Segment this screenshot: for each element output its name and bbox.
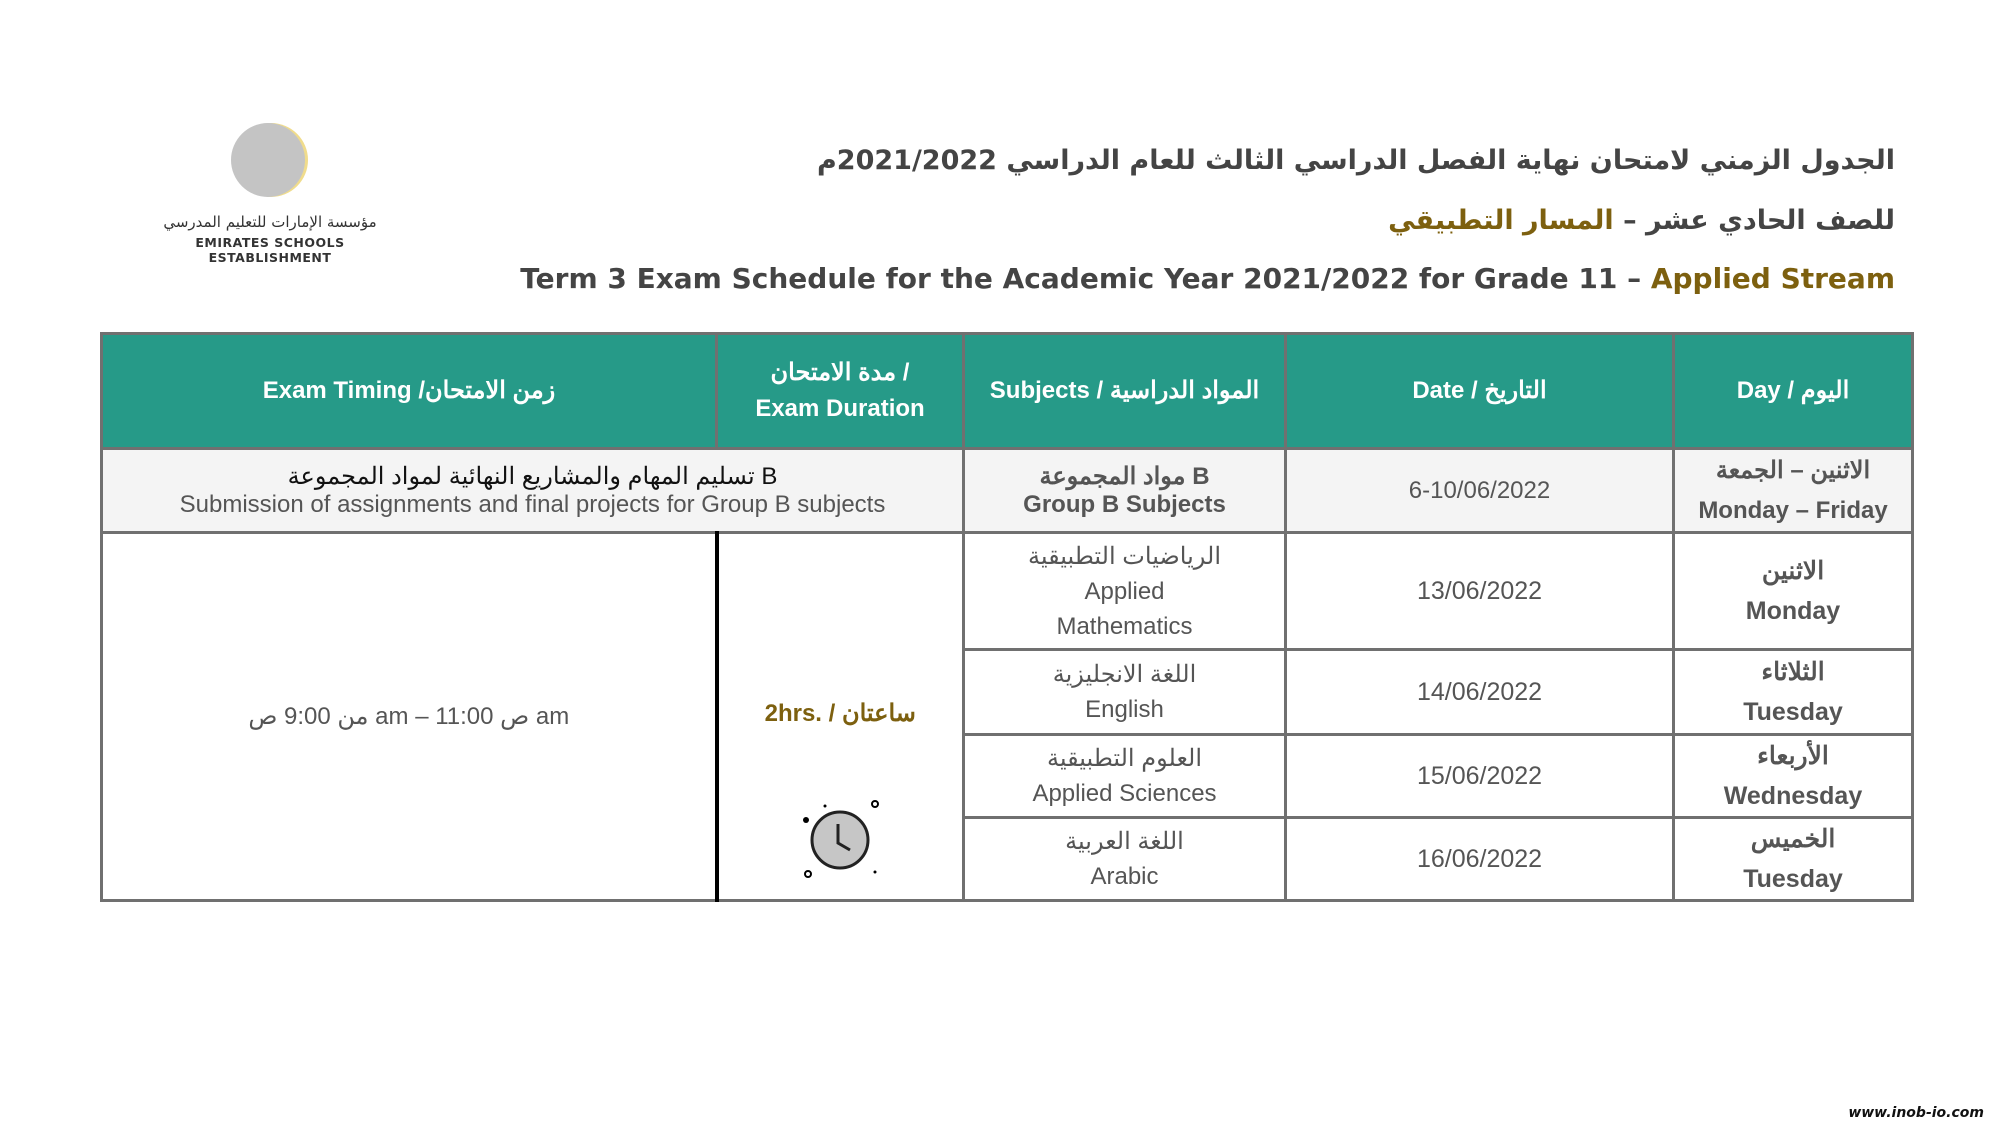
group-b-day [1674,449,1913,533]
day-cell [1674,650,1913,735]
exam-timing: من 9:00 ص am – 11:00 ص am [102,533,717,901]
day-en: Wednesday [1723,782,1863,810]
group-b-task [102,449,964,533]
day-en: Monday [1745,597,1841,625]
date-cell: 16/06/2022 [1286,818,1674,901]
header-date: Date / التاريخ [1286,334,1674,449]
group-b-date: 6-10/06/2022 [1286,449,1674,533]
subject-ar: العلوم التطبيقية [1046,745,1203,772]
date-cell: 15/06/2022 [1286,735,1674,818]
clock-icon [800,798,880,878]
subject-cell [964,650,1286,735]
subject-cell [964,735,1286,818]
date-cell: 13/06/2022 [1286,533,1674,650]
day-cell [1674,818,1913,901]
header-day: Day / اليوم [1674,334,1913,449]
group-b-subject-ar: مواد المجموعة B [1039,463,1210,490]
logo-arabic-name: مؤسسة الإمارات للتعليم المدرسي [163,213,377,231]
day-ar: الخميس [1750,825,1836,853]
subject-ar: اللغة الانجليزية [1052,661,1197,688]
subject-cell [964,533,1286,650]
header-duration-en: Exam Duration [755,395,925,422]
day-ar: الاثنين [1761,557,1825,585]
group-b-subject-en: Group B Subjects [1023,491,1226,518]
subtitle-arabic [1388,205,1895,236]
group-b-day-en: Monday – Friday [1698,496,1888,524]
day-ar: الثلاثاء [1761,658,1825,686]
day-en: Tuesday [1743,698,1843,726]
emirates-schools-logo [135,115,405,265]
subject-en: Applied Sciences [1032,780,1217,807]
day-ar: الأربعاء [1757,742,1829,770]
subject-en: Applied Mathematics [1056,577,1193,640]
exam-schedule-table [100,332,1914,902]
subject-ar: الرياضيات التطبيقية [1027,542,1222,570]
day-en: Tuesday [1743,865,1843,893]
subject-cell [964,818,1286,901]
group-b-task-en: Submission of assignments and final projects for Group B subjects [179,491,886,518]
title-english-stream: Applied Stream [1650,262,1895,295]
title-english [520,262,1895,295]
day-cell [1674,735,1913,818]
table-header-row [102,334,1913,449]
logo-english-name: EMIRATES SCHOOLS ESTABLISHMENT [195,235,345,265]
table-row-group-b [102,449,1913,533]
subtitle-stream: المسار التطبيقي [1388,205,1614,236]
day-cell [1674,533,1913,650]
header-duration [717,334,964,449]
subject-en: English [1085,696,1164,723]
title-english-main: Term 3 Exam Schedule for the Academic Year 2021/2022 for Grade 11 – [520,262,1651,295]
group-b-task-ar: تسليم المهام والمشاريع النهائية لمواد المجموعة B [287,463,778,490]
date-cell: 14/06/2022 [1286,650,1674,735]
website-link[interactable]: www.inob-io.com [1848,1105,1984,1121]
exam-duration-text: 2hrs. / ساعتان [764,700,916,727]
header-duration-ar: مدة الامتحان / [770,359,910,386]
group-b-day-ar: الاثنين – الجمعة [1715,456,1871,484]
exam-duration [717,533,964,901]
subject-en: Arabic [1090,863,1159,890]
subtitle-grade: للصف الحادي عشر – [1613,205,1895,236]
logo-circle [231,123,305,197]
group-b-subjects [964,449,1286,533]
header-timing: Exam Timing /زمن الامتحان [102,334,717,449]
title-arabic: الجدول الزمني لامتحان نهاية الفصل الدراسي الثالث للعام الدراسي 2021/2022م [817,145,1895,176]
subject-ar: اللغة العربية [1065,828,1184,855]
header-subjects: Subjects / المواد الدراسية [964,334,1286,449]
table-row [102,533,1913,650]
